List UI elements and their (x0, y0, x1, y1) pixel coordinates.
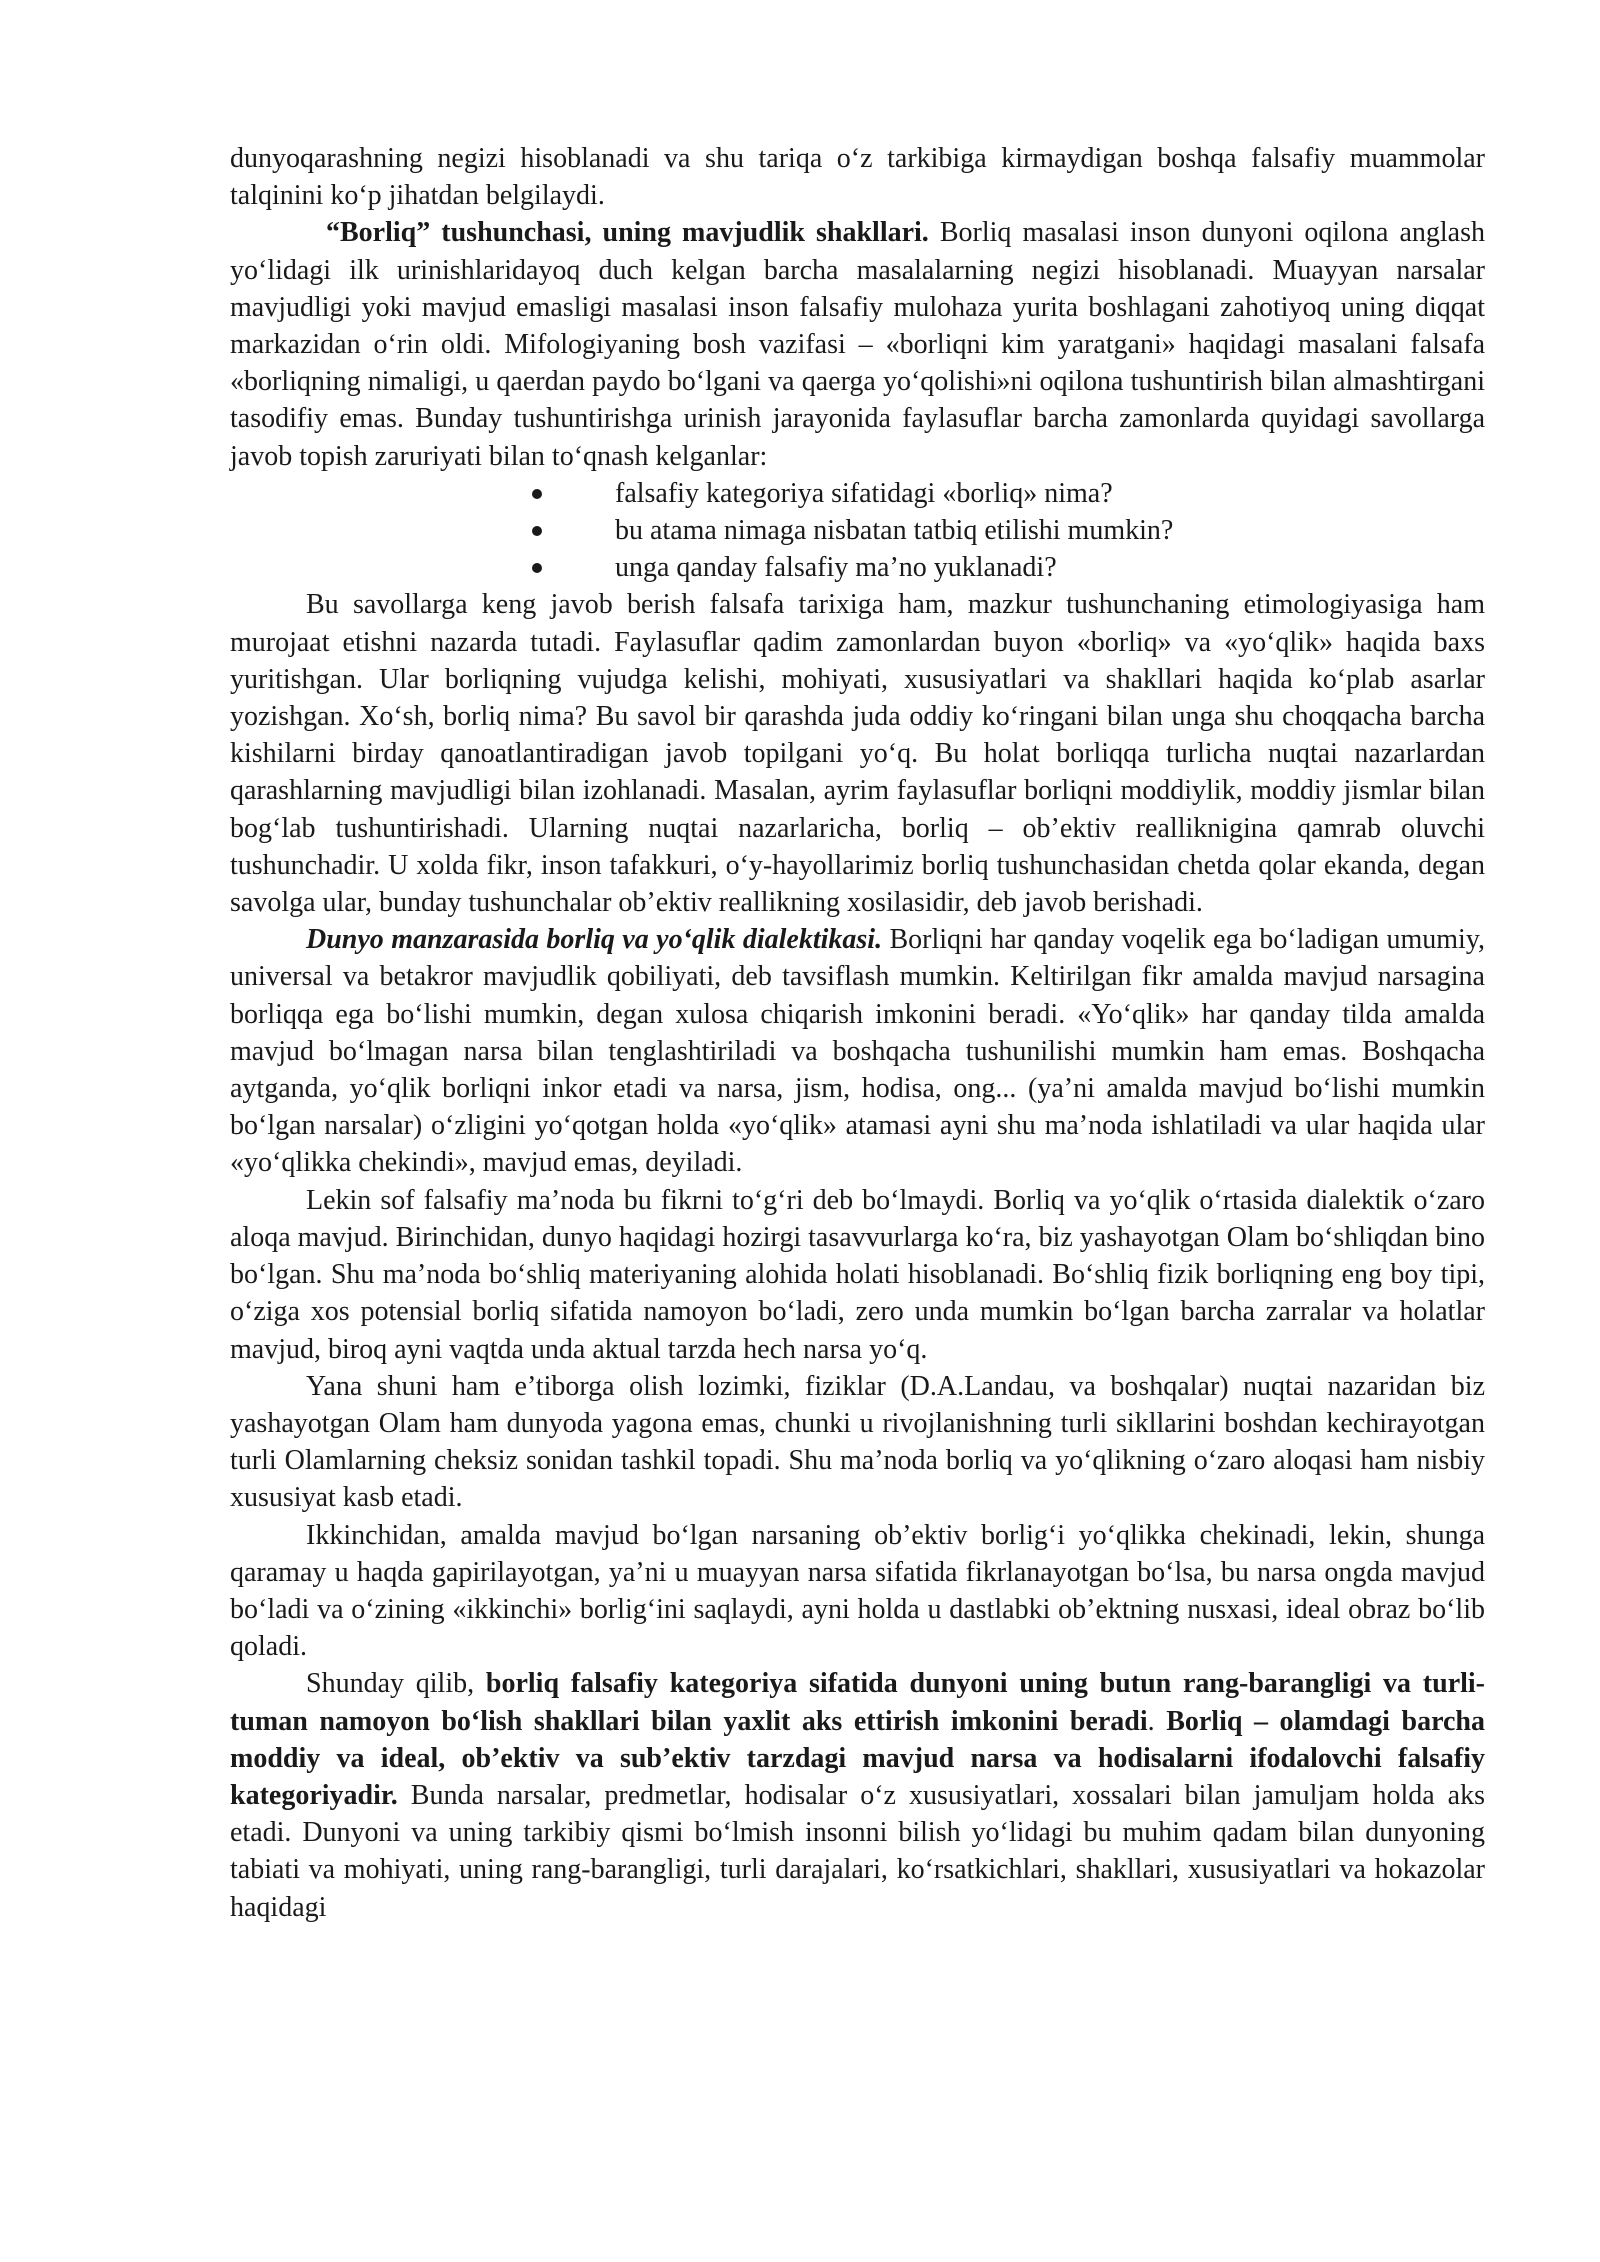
paragraph-first-point: Lekin sof falsafiy ma’noda bu fikrni to‘g‘ri deb bo‘lmaydi. Borliq va yo‘qlik o‘rtasida dialektik o‘zaro aloqa mavjud. Birinchidan, dunyo haqidagi hozirgi tasavvurlarga ko‘ra, biz yashayotgan Olam bo‘shliqdan bino bo‘lgan. Shu ma’noda bo‘shliq materiyaning alohida holati hisoblanadi. Bo‘shliq fizik borliqning eng boy tipi, o‘ziga xos potensial borliq sifatida namoyon bo‘ladi, zero unda mumkin bo‘lgan barcha zarralar va holatlar mavjud, biroq ayni vaqtda unda aktual tarzda hech narsa yo‘q. (230, 1184, 1485, 1365)
bullet-icon (532, 489, 542, 499)
list-item (532, 475, 1485, 512)
paragraph-second-point: Ikkinchidan, amalda mavjud bo‘lgan narsaning ob’ektiv borlig‘i yo‘qlikka chekinadi, lekin, shunga qaramay u haqda gapirilayotgan, ya’ni u muayyan narsa sifatida fikrlanayotgan bo‘lsa, bu narsa ongda mavjud bo‘ladi va o‘zining «ikkinchi» borlig‘ini saqlaydi, ayni holda u dastlabki ob’ektning nusxasi, ideal obraz bo‘lib qoladi. (230, 1519, 1485, 1663)
section-heading-dialectics: Dunyo manzarasida borliq va yo‘qlik dialektikasi. (306, 924, 883, 956)
question-list (230, 475, 1485, 587)
list-item (532, 549, 1485, 586)
bullet-icon (532, 526, 542, 536)
paragraph-text: Bunda narsalar, predmetlar, hodisalar o‘z xususiyatlari, xossalari bilan jamuljam holda aks etadi. Dunyoni va uning tarkibiy qismi bo‘lmish insonni bilish yo‘lidagi bu muhim qadam bilan dunyoning tabiati va mohiyati, uning rang-barangligi, turli darajalari, ko‘rsatkichlari, shakllari, xususiyatlari va hokazolar haqidagi (230, 1779, 1485, 1923)
paragraph-text: Borliq masalasi inson dunyoni oqilona anglash yo‘lidagi ilk urinishlaridayoq duch kelgan barcha masalalarning negizi hisoblanadi. Muayyan narsalar mavjudligi yoki mavjud emasligi masalasi inson falsafiy mulohaza yurita boshlagani zahotiyoq uning diqqat markazidan o‘rin oldi. Mifologiyaning bosh vazifasi – «borliqni kim yaratgani» haqidagi masalani falsafa «borliqning nimaligi, u qaerdan paydo bo‘lgani va qaerga yo‘qolishi»ni oqilona tushuntirish bilan almashtirgani tasodifiy emas. Bunday tushuntirishga urinish jarayonida faylasuflar barcha zamonlarda quyidagi savollarga javob topish zaruriyati bilan to‘qnash kelganlar: (230, 217, 1485, 472)
paragraph-continuation: dunyoqarashning negizi hisoblanadi va shu tariqa o‘z tarkibiga kirmaydigan boshqa falsafiy muammolar talqinini ko‘p jihatdan belgilaydi. (230, 143, 1485, 212)
paragraph-answers: Bu savollarga keng javob berish falsafa tarixiga ham, mazkur tushunchaning etimologiyasiga ham murojaat etishni nazarda tutadi. Faylasuflar qadim zamonlardan buyon «borliq» va «yo‘qlik» haqida baxs yuritishgan. Ular borliqning vujudga kelishi, mohiyati, xususiyatlari va shakllari haqida ko‘plab asarlar yozishgan. Xo‘sh, borliq nima? Bu savol bir qarashda juda oddiy ko‘ringani bilan unga shu choqqacha barcha kishilarni birday qanoatlantiradigan javob topilgani yo‘q. Bu holat borliqqa turlicha nuqtai nazarlardan qarashlarning mavjudligi bilan izohlanadi. Masalan, ayrim faylasuflar borliqni moddiylik, moddiy jismlar bilan bog‘lab tushuntirishadi. Ularning nuqtai nazarlaricha, borliq – ob’ektiv realliknigina qamrab oluvchi tushunchadir. U xolda fikr, inson tafakkuri, o‘y-hayollarimiz borliq tushunchasidan chetda qolar ekanda, degan savolga ular, bunday tushunchalar ob’ektiv reallikning xosilasidir, deb javob berishadi. (230, 589, 1485, 919)
document-page (230, 140, 1485, 1926)
paragraph-physicists: Yana shuni ham e’tiborga olish lozimki, fiziklar (D.A.Landau, va boshqalar) nuqtai nazaridan biz yashayotgan Olam ham dunyoda yagona emas, chunki u rivojlanishning turli sikllarini boshdan kechirayotgan turli Olamlarning cheksiz sonidan tashkil topadi. Shu ma’noda borliq va yo‘qlikning o‘zaro aloqasi ham nisbiy xususiyat kasb etadi. (230, 1370, 1485, 1514)
bold-statement: borliq falsafiy kategoriya sifatida dunyoni uning butun rang-barangligi va turli-tuman namoyon bo‘lish shakllari bilan yaxlit aks ettirish imkonini beradi (230, 1668, 1485, 1737)
definition-statement: Borliq – olamdagi barcha moddiy va ideal, ob’ektiv va sub’ektiv tarzdagi mavjud narsa va hodisalarni ifodalovchi falsafiy kategoriyadir. (230, 1705, 1486, 1811)
paragraph-dialectics (230, 921, 1485, 1181)
list-item-text: bu atama nimaga nisbatan tatbiq etilishi mumkin? (615, 515, 1174, 547)
paragraph-text: Shunday qilib, (306, 1668, 486, 1700)
list-item (532, 512, 1485, 549)
paragraph-text: Borliqni har qanday voqelik ega bo‘ladigan umumiy, universal va betakror mavjudlik qobiliyati, deb tavsiflash mumkin. Keltirilgan fikr amalda mavjud narsagina borliqqa ega bo‘lishi mumkin, degan xulosa chiqarish imkonini beradi. «Yo‘qlik» har qanday tilda amalda mavjud bo‘lmagan narsa bilan tenglashtiriladi va boshqacha tushunilishi mumkin ham emas. Boshqacha aytganda, yo‘qlik borliqni inkor etadi va narsa, jism, hodisa, ong... (ya’ni amalda mavjud bo‘lishi mumkin bo‘lgan narsalar) o‘zligini yo‘qotgan holda «yo‘qlik» atamasi ayni shu ma’noda ishlatiladi va ular haqida ular «yo‘qlikka chekindi», mavjud emas, deyiladi. (230, 924, 1485, 1179)
paragraph-borliq-concept (230, 214, 1485, 474)
bullet-icon (532, 563, 542, 573)
paragraph-text: . (1147, 1705, 1167, 1737)
list-item-text: falsafiy kategoriya sifatidagi «borliq» nima? (615, 477, 1113, 509)
section-heading-borliq: “Borliq” tushunchasi, uning mavjudlik shakllari. (326, 217, 929, 249)
list-item-text: unga qanday falsafiy ma’no yuklanadi? (615, 552, 1057, 584)
paragraph-conclusion (230, 1665, 1485, 1925)
